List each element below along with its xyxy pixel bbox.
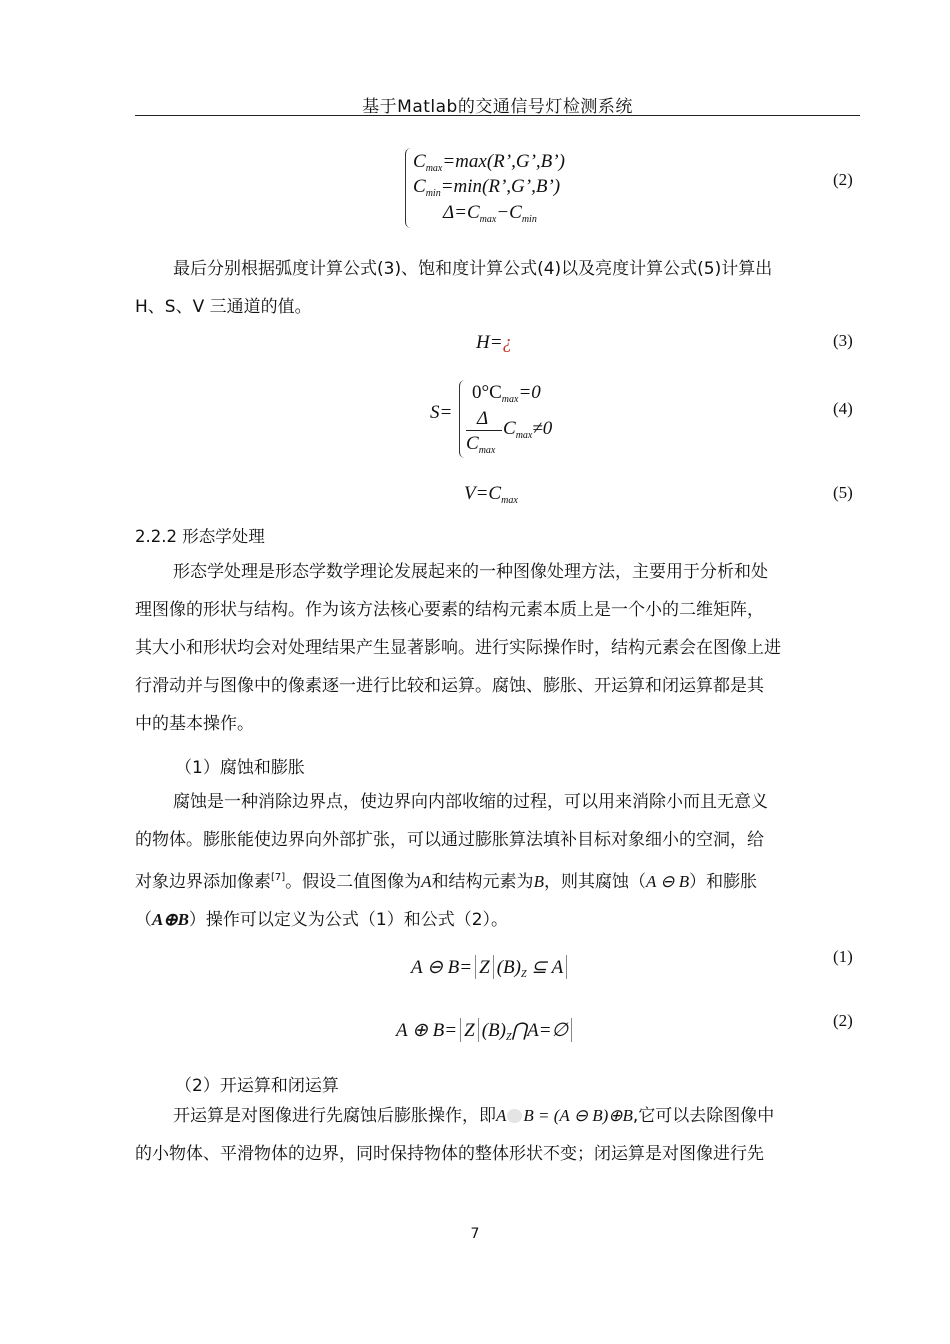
header-rule bbox=[135, 115, 860, 116]
open-operator-symbol bbox=[507, 1109, 522, 1123]
equation-brace bbox=[459, 380, 466, 458]
equation-number: (2) bbox=[833, 1011, 853, 1030]
equation-number: (4) bbox=[833, 399, 853, 418]
paragraph-hsv-intro: 最后分别根据弧度计算公式(3)、饱和度计算公式(4)以及亮度计算公式(5)计算出 H、S、V 三通道的值。 bbox=[135, 259, 773, 317]
paragraph-erosion: 腐蚀是一种消除边界点，使边界向内部收缩的过程，可以用来消除小而且无意义 的物体。膨胀能使边界向外部扩张，可以通过膨胀算法填补目标对象细小的空洞，给 对象边界添加像素[7]。假设二值图像为A和结构元素为B，则其腐蚀（A ⊖ B）和膨胀 （A⊕B）操作可以定义为公式（1）和公式（2）。 bbox=[135, 783, 860, 939]
equation-s-case2: $C_{max}\ne 0$ bbox=[503, 418, 553, 441]
equation-erosion: A ⊖ B= Z $(B)_Z$ ⊆ A bbox=[411, 955, 570, 980]
equation-s-frac-num: Δ bbox=[477, 408, 489, 429]
equation-delta: $\Delta=C_{max}-C_{min}$ bbox=[443, 202, 537, 225]
equation-s-case1: $0^\circ C_{max}=0$ bbox=[472, 382, 541, 405]
paragraph-line: 对象边界添加像素[7]。假设二值图像为A和结构元素为B，则其腐蚀（A ⊖ B）和膨胀 bbox=[135, 872, 758, 892]
section-heading: 2.2.2 形态学处理 bbox=[135, 527, 265, 546]
equation-s-lhs: S= bbox=[430, 402, 453, 423]
paragraph-opening: 开运算是对图像进行先腐蚀后膨胀操作，即A B = (A ⊖ B)⊕B,它可以去除图像中 的小物体、平滑物体的边界，同时保持物体的整体形状不变；闭运算是对图像进行先 bbox=[135, 1097, 860, 1173]
paragraph-morphology: 形态学处理是形态学数学理论发展起来的一种图像处理方法，主要用于分析和处 理图像的形状与结构。作为该方法核心要素的结构元素本质上是一个小的二维矩阵， 其大小和形状均会对处理结果产生显著影响。进行实际操作时，结构元素会在图像上进 行滑动并与图像中的像素逐一进行比较和运算。腐蚀、膨胀、开运算和闭运算都是其 中的基本操作。 bbox=[135, 562, 781, 734]
equation-h: H=¿ bbox=[476, 332, 513, 353]
page-number: 7 bbox=[470, 1226, 480, 1242]
equation-v: $V=C_{max}$ bbox=[464, 483, 518, 506]
equation-number: (1) bbox=[833, 947, 853, 966]
equation-brace bbox=[405, 148, 412, 228]
fraction-bar bbox=[466, 430, 502, 431]
equation-cmin: $C_{min}=\min(R’,G’,B’)$ bbox=[413, 176, 561, 199]
paragraph-line: （A⊕B）操作可以定义为公式（1）和公式（2）。 bbox=[135, 910, 509, 930]
subsection-erosion-dilation: （1）腐蚀和膨胀 bbox=[175, 758, 305, 778]
running-header: 基于Matlab的交通信号灯检测系统 bbox=[362, 97, 633, 117]
equation-dilation: A ⊕ B= Z $(B)_Z⋂A=\emptyset$ bbox=[396, 1018, 575, 1043]
paragraph-line: 开运算是对图像进行先腐蚀后膨胀操作，即A B = (A ⊖ B)⊕B,它可以去除图像中 bbox=[173, 1106, 775, 1126]
equation-number: (3) bbox=[833, 331, 853, 350]
citation[interactable]: [7] bbox=[271, 872, 286, 883]
subsection-open-close: （2）开运算和闭运算 bbox=[175, 1076, 339, 1096]
equation-number: (2) bbox=[833, 170, 853, 189]
equation-number: (5) bbox=[833, 483, 853, 502]
equation-s-frac-den: $C_{max}$ bbox=[466, 433, 496, 456]
equation-cmax: $C_{max}=\max(R’,G’,B’)$ bbox=[413, 151, 565, 174]
